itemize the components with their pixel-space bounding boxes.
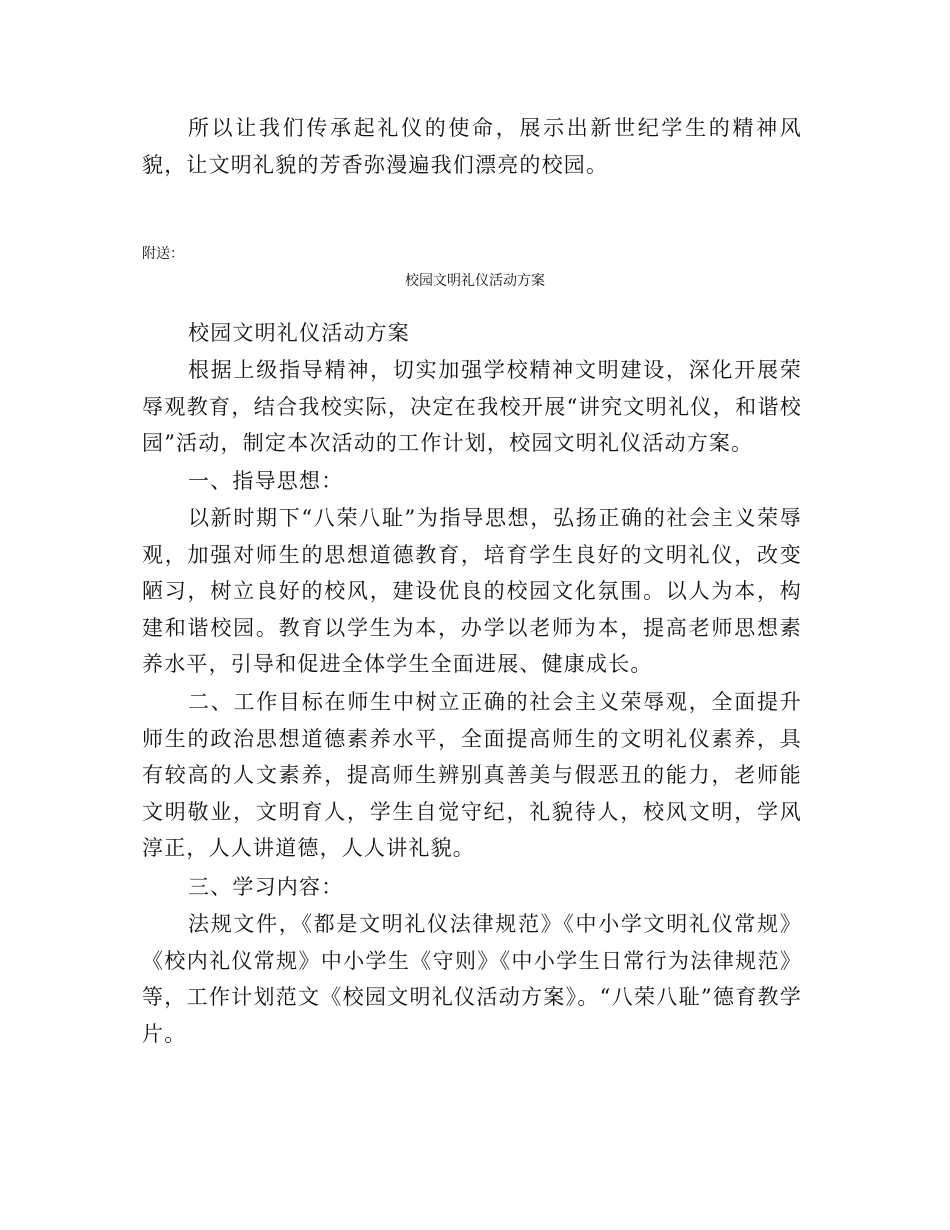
section-1-text: 以新时期下“八荣八耻”为指导思想，弘扬正确的社会主义荣辱观，加强对师生的思想道德教育，培育学生良好的文明礼仪，改变陋习，树立良好的校风，建设优良的校园文化氛围。以人为本，构建和谐校园。教育以学生为本，办学以老师为本，提高老师思想素养水平，引导和促进全体学生全面进展、健康成长。 <box>142 506 802 676</box>
intro-closing-paragraph: 所以让我们传承起礼仪的使命，展示出新世纪学生的精神风貌，让文明礼貌的芳香弥漫遍我们漂亮的校园。 <box>142 116 802 177</box>
document-heading: 校园文明礼仪活动方案 <box>188 321 410 345</box>
appendix-label: 附送： <box>142 246 184 262</box>
section-1-title: 一、指导思想： <box>188 469 344 493</box>
section-3-title: 三、学习内容： <box>188 875 344 899</box>
section-2-text: 二、工作目标在师生中树立正确的社会主义荣辱观，全面提升师生的政治思想道德素养水平，全面提高师生的文明礼仪素养，具有较高的人文素养，提高师生辨别真善美与假恶丑的能力，老师能文明敬业，文明育人，学生自觉守纪，礼貌待人，校风文明，学风淳正，人人讲道德，人人讲礼貌。 <box>142 690 802 860</box>
section-3-text: 法规文件，《都是文明礼仪法律规范》《中小学文明礼仪常规》《校内礼仪常规》中小学生《守则》《中小学生日常行为法律规范》等，工作计划范文《校园文明礼仪活动方案》。“八荣八耻”德育教学片。 <box>142 912 802 1046</box>
appendix-title: 校园文明礼仪活动方案 <box>405 273 545 289</box>
paragraph-background: 根据上级指导精神，切实加强学校精神文明建设，深化开展荣辱观教育，结合我校实际，决定在我校开展“讲究文明礼仪，和谐校园”活动，制定本次活动的工作计划，校园文明礼仪活动方案。 <box>142 358 802 455</box>
